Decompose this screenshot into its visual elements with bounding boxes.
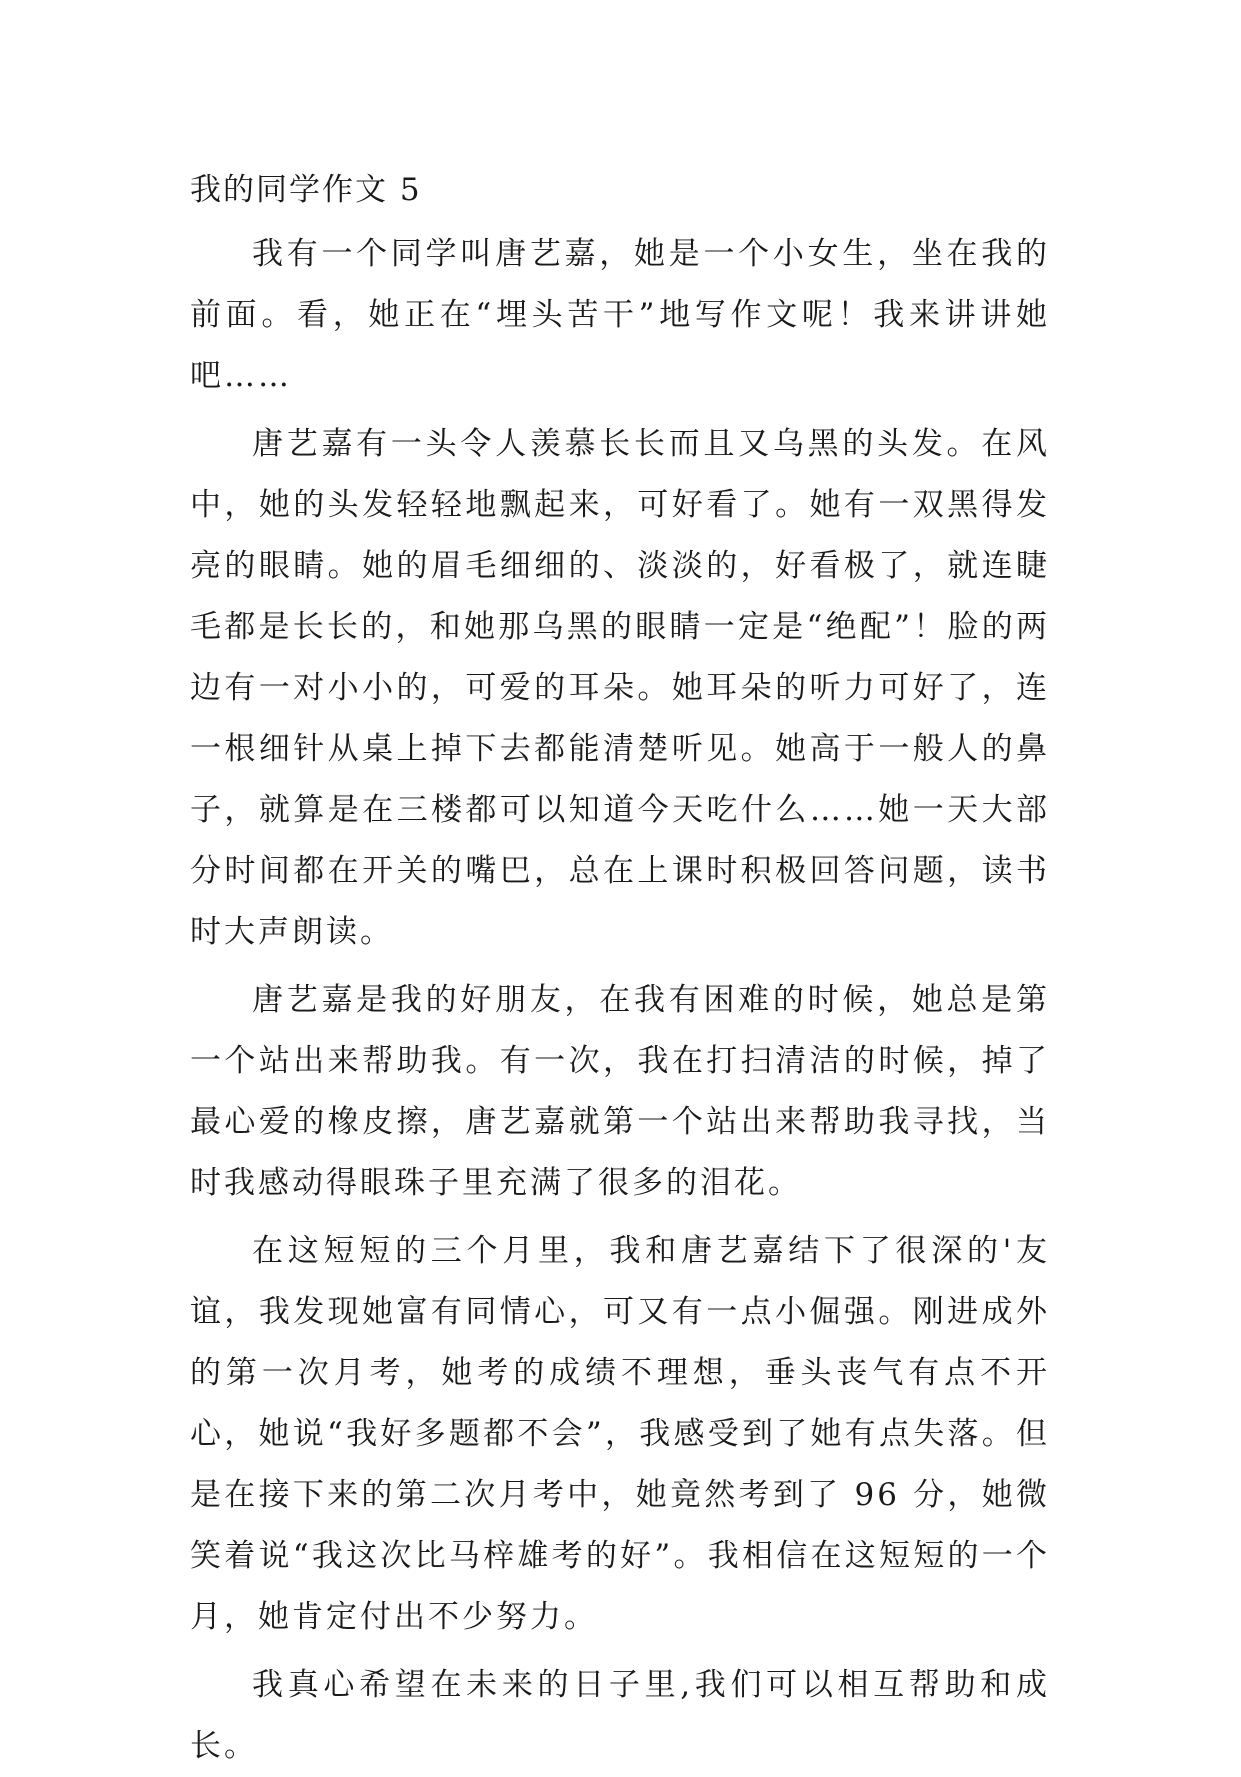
paragraph-friendship: 唐艺嘉是我的好朋友，在我有困难的时候，她总是第一个站出来帮助我。有一次，我在打扫清洁的时候，掉了最心爱的橡皮擦，唐艺嘉就第一个站出来帮助我寻找，当时我感动得眼珠子里充满了很多的泪花。 — [190, 982, 1050, 1201]
paragraph-intro: 我有一个同学叫唐艺嘉，她是一个小女生，坐在我的前面。看，她正在“埋头苦干”地写作文呢！我来讲讲她吧…… — [190, 236, 1050, 394]
document-body — [190, 160, 1050, 1777]
document-title: 我的同学作文 5 — [190, 172, 422, 208]
paragraph-exam: 在这短短的三个月里，我和唐艺嘉结下了很深的'友谊，我发现她富有同情心，可又有一点小倔强。刚进成外的第一次月考，她考的成绩不理想，垂头丧气有点不开心，她说“我好多题都不会”，我感受到了她有点失落。但是在接下来的第二次月考中，她竟然考到了 96 分，她微笑着说“我这次比马梓雄考的好”。我相信在这短短的一个月，她肯定付出不少努力。 — [190, 1233, 1050, 1635]
paragraph-appearance: 唐艺嘉有一头令人羡慕长长而且又乌黑的头发。在风中，她的头发轻轻地飘起来，可好看了。她有一双黑得发亮的眼睛。她的眉毛细细的、淡淡的，好看极了，就连睫毛都是长长的，和她那乌黑的眼睛一定是“绝配”！脸的两边有一对小小的，可爱的耳朵。她耳朵的听力可好了，连一根细针从桌上掉下去都能清楚听见。她高于一般人的鼻子，就算是在三楼都可以知道今天吃什么……她一天大部分时间都在开关的嘴巴，总在上课时积极回答问题，读书时大声朗读。 — [190, 426, 1050, 950]
paragraph-closing: 我真心希望在未来的日子里,我们可以相互帮助和成长。 — [190, 1667, 1050, 1764]
